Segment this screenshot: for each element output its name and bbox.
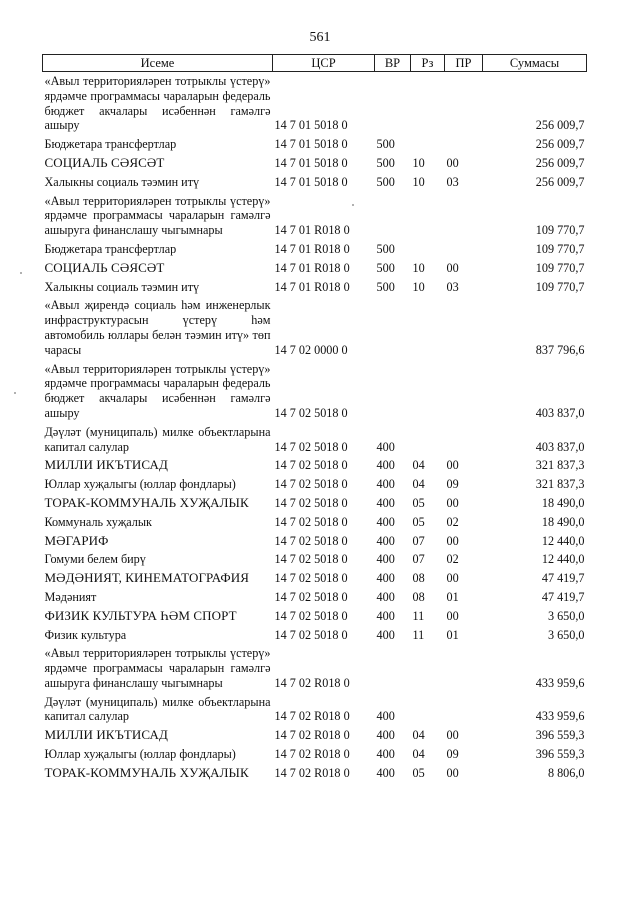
cell-name: МИЛЛИ ИКЪТИСАД <box>44 727 168 743</box>
cell-sum: 12 440,0 <box>541 533 585 548</box>
cell-pr: 09 <box>446 477 459 492</box>
table-row <box>43 494 587 513</box>
cell-pr <box>445 240 483 259</box>
cell-vr: 400 <box>376 477 395 492</box>
cell-name: ФИЗИК КУЛЬТУРА ҺӘМ СПОРТ <box>44 607 237 623</box>
cell-sum: 403 837,0 <box>535 405 585 420</box>
cell-name: Юллар хуҗалыгы (юллар фондлары) <box>44 747 236 762</box>
cell-pr: 01 <box>446 627 459 642</box>
cell-csr: 14 7 02 5018 0 <box>274 458 348 473</box>
cell-rz: 08 <box>412 589 425 604</box>
cell-pr <box>445 72 483 136</box>
cell-vr <box>375 360 411 423</box>
cell-csr: 14 7 02 5018 0 <box>274 514 348 529</box>
table-row <box>43 423 587 457</box>
cell-vr: 500 <box>376 137 395 152</box>
cell-rz: 10 <box>412 155 425 170</box>
table-row <box>43 626 587 645</box>
cell-sum: 109 770,7 <box>535 223 585 238</box>
scan-speck <box>14 392 16 394</box>
cell-pr: 01 <box>446 589 459 604</box>
cell-name: «Авыл территорияләрен тотрыклы үстерү» ярдәмче программасы чараларын федераль бюджет акчалары исәбеннән гамәлгә ашыру <box>44 361 271 420</box>
cell-rz <box>411 644 445 692</box>
cell-vr: 400 <box>376 627 395 642</box>
cell-vr <box>375 192 411 240</box>
cell-sum: 403 837,0 <box>535 439 585 454</box>
cell-csr: 14 7 02 5018 0 <box>274 627 348 642</box>
cell-vr: 400 <box>376 589 395 604</box>
cell-rz: 04 <box>412 728 425 743</box>
cell-pr <box>445 693 483 727</box>
cell-name: СОЦИАЛЬ СӘЯСӘТ <box>44 154 165 170</box>
cell-vr: 500 <box>376 174 395 189</box>
table-row <box>43 456 587 475</box>
cell-name: Бюджетара трансфертлар <box>44 137 177 152</box>
cell-pr <box>445 423 483 457</box>
cell-rz: 07 <box>412 552 425 567</box>
cell-csr: 14 7 01 5018 0 <box>274 118 348 133</box>
cell-pr: 00 <box>446 728 459 743</box>
cell-name: МӘГАРИФ <box>44 532 109 548</box>
cell-name: Коммуналь хуҗалык <box>44 514 152 529</box>
cell-pr: 03 <box>446 279 459 294</box>
table-row <box>43 278 587 297</box>
cell-csr: 14 7 02 5018 0 <box>274 477 348 492</box>
page-number: 561 <box>309 30 331 45</box>
cell-pr: 00 <box>446 571 459 586</box>
cell-sum: 18 490,0 <box>541 495 585 510</box>
cell-rz: 11 <box>412 627 425 642</box>
table-body <box>43 72 587 783</box>
cell-name: Бюджетара трансфертлар <box>44 241 177 256</box>
cell-rz: 10 <box>412 260 425 275</box>
cell-name: Халыкны социаль тәэмин итү <box>44 279 200 294</box>
cell-sum: 321 837,3 <box>535 477 585 492</box>
cell-name: Физик культура <box>44 627 127 642</box>
cell-csr: 14 7 02 5018 0 <box>274 552 348 567</box>
cell-vr: 500 <box>376 155 395 170</box>
cell-rz: 04 <box>412 458 425 473</box>
cell-vr: 400 <box>376 765 395 780</box>
cell-sum: 837 796,6 <box>535 342 585 357</box>
table-row <box>43 588 587 607</box>
cell-sum: 18 490,0 <box>541 514 585 529</box>
cell-vr: 500 <box>376 260 395 275</box>
table-row <box>43 607 587 626</box>
cell-csr: 14 7 02 5018 0 <box>274 608 348 623</box>
cell-rz <box>411 192 445 240</box>
cell-csr: 14 7 01 5018 0 <box>274 137 348 152</box>
cell-csr: 14 7 02 5018 0 <box>274 405 348 420</box>
cell-csr: 14 7 01 R018 0 <box>274 241 350 256</box>
cell-sum: 321 837,3 <box>535 458 585 473</box>
table-row <box>43 154 587 173</box>
cell-csr: 14 7 01 R018 0 <box>274 279 350 294</box>
cell-pr: 00 <box>446 155 459 170</box>
table-row <box>43 569 587 588</box>
cell-sum: 109 770,7 <box>535 241 585 256</box>
cell-vr: 400 <box>376 747 395 762</box>
table-row <box>43 296 587 359</box>
cell-pr <box>445 360 483 423</box>
cell-sum: 256 009,7 <box>535 155 585 170</box>
table-row <box>43 644 587 692</box>
cell-csr: 14 7 02 R018 0 <box>274 728 350 743</box>
cell-pr: 02 <box>446 552 459 567</box>
cell-name: Гомуми белем бирү <box>44 552 146 567</box>
cell-vr: 500 <box>376 241 395 256</box>
cell-sum: 12 440,0 <box>541 552 585 567</box>
cell-rz <box>411 72 445 136</box>
cell-rz <box>411 360 445 423</box>
cell-vr <box>375 72 411 136</box>
table-row <box>43 259 587 278</box>
cell-csr: 14 7 01 R018 0 <box>274 223 350 238</box>
cell-csr: 14 7 02 0000 0 <box>274 342 348 357</box>
cell-rz: 11 <box>412 608 425 623</box>
budget-table <box>42 54 587 783</box>
cell-csr: 14 7 01 5018 0 <box>274 155 348 170</box>
cell-pr <box>445 135 483 154</box>
cell-sum: 3 650,0 <box>547 608 585 623</box>
table-row <box>43 726 587 745</box>
cell-sum: 3 650,0 <box>547 627 585 642</box>
cell-rz <box>411 296 445 359</box>
cell-sum: 109 770,7 <box>535 279 585 294</box>
cell-rz: 04 <box>412 477 425 492</box>
cell-pr: 00 <box>446 765 459 780</box>
table-row <box>43 173 587 192</box>
header-rz: Рз <box>411 55 445 72</box>
cell-pr: 00 <box>446 608 459 623</box>
cell-vr: 400 <box>376 439 395 454</box>
table-row <box>43 693 587 727</box>
cell-pr <box>445 296 483 359</box>
cell-pr: 00 <box>446 260 459 275</box>
cell-vr: 400 <box>376 495 395 510</box>
cell-rz: 05 <box>412 495 425 510</box>
table-row <box>43 764 587 783</box>
cell-sum: 433 959,6 <box>535 709 585 724</box>
cell-pr: 09 <box>446 747 459 762</box>
cell-name: ТОРАК-КОММУНАЛЬ ХУҖАЛЫК <box>44 764 249 780</box>
cell-sum: 47 419,7 <box>541 589 585 604</box>
cell-vr: 400 <box>376 571 395 586</box>
cell-name: Дәүләт (муниципаль) милке объектларына капитал салулар <box>44 694 271 724</box>
scan-speck <box>20 272 22 274</box>
table-row <box>43 72 587 136</box>
cell-vr: 400 <box>376 608 395 623</box>
cell-csr: 14 7 01 5018 0 <box>274 174 348 189</box>
cell-vr: 400 <box>376 533 395 548</box>
cell-csr: 14 7 02 R018 0 <box>274 709 350 724</box>
header-name: Исеме <box>43 55 273 72</box>
cell-name: Дәүләт (муниципаль) милке объектларына капитал салулар <box>44 424 271 454</box>
cell-csr: 14 7 02 R018 0 <box>274 675 350 690</box>
cell-rz <box>411 135 445 154</box>
cell-pr: 00 <box>446 495 459 510</box>
cell-csr: 14 7 02 5018 0 <box>274 495 348 510</box>
cell-pr <box>445 192 483 240</box>
cell-sum: 109 770,7 <box>535 260 585 275</box>
cell-vr: 500 <box>376 279 395 294</box>
table-row <box>43 532 587 551</box>
table-header <box>43 55 587 72</box>
table-row <box>43 475 587 494</box>
table-row <box>43 192 587 240</box>
cell-csr: 14 7 01 R018 0 <box>274 260 350 275</box>
cell-name: МИЛЛИ ИКЪТИСАД <box>44 457 168 473</box>
cell-pr: 03 <box>446 174 459 189</box>
cell-pr: 00 <box>446 533 459 548</box>
cell-sum: 8 806,0 <box>547 765 585 780</box>
cell-rz: 10 <box>412 279 425 294</box>
cell-sum: 256 009,7 <box>535 118 585 133</box>
cell-vr: 400 <box>376 514 395 529</box>
cell-rz: 08 <box>412 571 425 586</box>
cell-vr: 400 <box>376 552 395 567</box>
cell-name: СОЦИАЛЬ СӘЯСӘТ <box>44 259 165 275</box>
cell-rz: 07 <box>412 533 425 548</box>
cell-sum: 256 009,7 <box>535 174 585 189</box>
table-row <box>43 240 587 259</box>
cell-name: ТОРАК-КОММУНАЛЬ ХУҖАЛЫК <box>44 494 249 510</box>
cell-sum: 396 559,3 <box>535 728 585 743</box>
cell-sum: 396 559,3 <box>535 747 585 762</box>
cell-sum: 256 009,7 <box>535 137 585 152</box>
cell-vr: 400 <box>376 458 395 473</box>
cell-vr: 400 <box>376 709 395 724</box>
cell-csr: 14 7 02 5018 0 <box>274 571 348 586</box>
cell-pr <box>445 644 483 692</box>
cell-name: Халыкны социаль тәэмин итү <box>44 174 200 189</box>
cell-vr: 400 <box>376 728 395 743</box>
header-sum: Суммасы <box>483 55 587 72</box>
cell-sum: 433 959,6 <box>535 675 585 690</box>
cell-rz <box>411 240 445 259</box>
cell-name: МӘДӘНИЯТ, КИНЕМАТОГРАФИЯ <box>44 570 250 586</box>
scan-speck <box>352 204 354 206</box>
cell-csr: 14 7 02 R018 0 <box>274 765 350 780</box>
header-pr: ПР <box>445 55 483 72</box>
cell-rz: 10 <box>412 174 425 189</box>
cell-vr <box>375 644 411 692</box>
cell-name: «Авыл җирендә социаль һәм инженерлык инфраструктурасын үстерү һәм автомобиль юллары белән тәэмин итү» төп чарасы <box>44 298 271 357</box>
cell-rz: 05 <box>412 765 425 780</box>
cell-rz: 05 <box>412 514 425 529</box>
cell-pr: 00 <box>446 458 459 473</box>
table-row <box>43 513 587 532</box>
cell-csr: 14 7 02 R018 0 <box>274 747 350 762</box>
cell-name: Мәдәният <box>44 589 97 604</box>
cell-name: «Авыл территорияләрен тотрыклы үстерү» ярдәмче программасы чараларын гамәлгә ашыруга финанслашу чыгымнары <box>44 646 271 690</box>
header-vr: ВР <box>375 55 411 72</box>
cell-name: «Авыл территорияләрен тотрыклы үстерү» ярдәмче программасы чараларын федераль бюджет акчалары исәбеннән гамәлгә ашыру <box>44 74 271 133</box>
cell-pr: 02 <box>446 514 459 529</box>
header-csr: ЦСР <box>273 55 375 72</box>
cell-rz: 04 <box>412 747 425 762</box>
table-row <box>43 550 587 569</box>
cell-rz <box>411 423 445 457</box>
table-row <box>43 360 587 423</box>
cell-csr: 14 7 02 5018 0 <box>274 439 348 454</box>
cell-name: «Авыл территорияләрен тотрыклы үстерү» ярдәмче программасы чараларын гамәлгә ашыруга финанслашу чыгымнары <box>44 193 271 238</box>
cell-csr: 14 7 02 5018 0 <box>274 533 348 548</box>
table-row <box>43 135 587 154</box>
cell-sum: 47 419,7 <box>541 571 585 586</box>
cell-name: Юллар хуҗалыгы (юллар фондлары) <box>44 477 236 492</box>
cell-csr: 14 7 02 5018 0 <box>274 589 348 604</box>
cell-rz <box>411 693 445 727</box>
table-row <box>43 745 587 764</box>
cell-vr <box>375 296 411 359</box>
